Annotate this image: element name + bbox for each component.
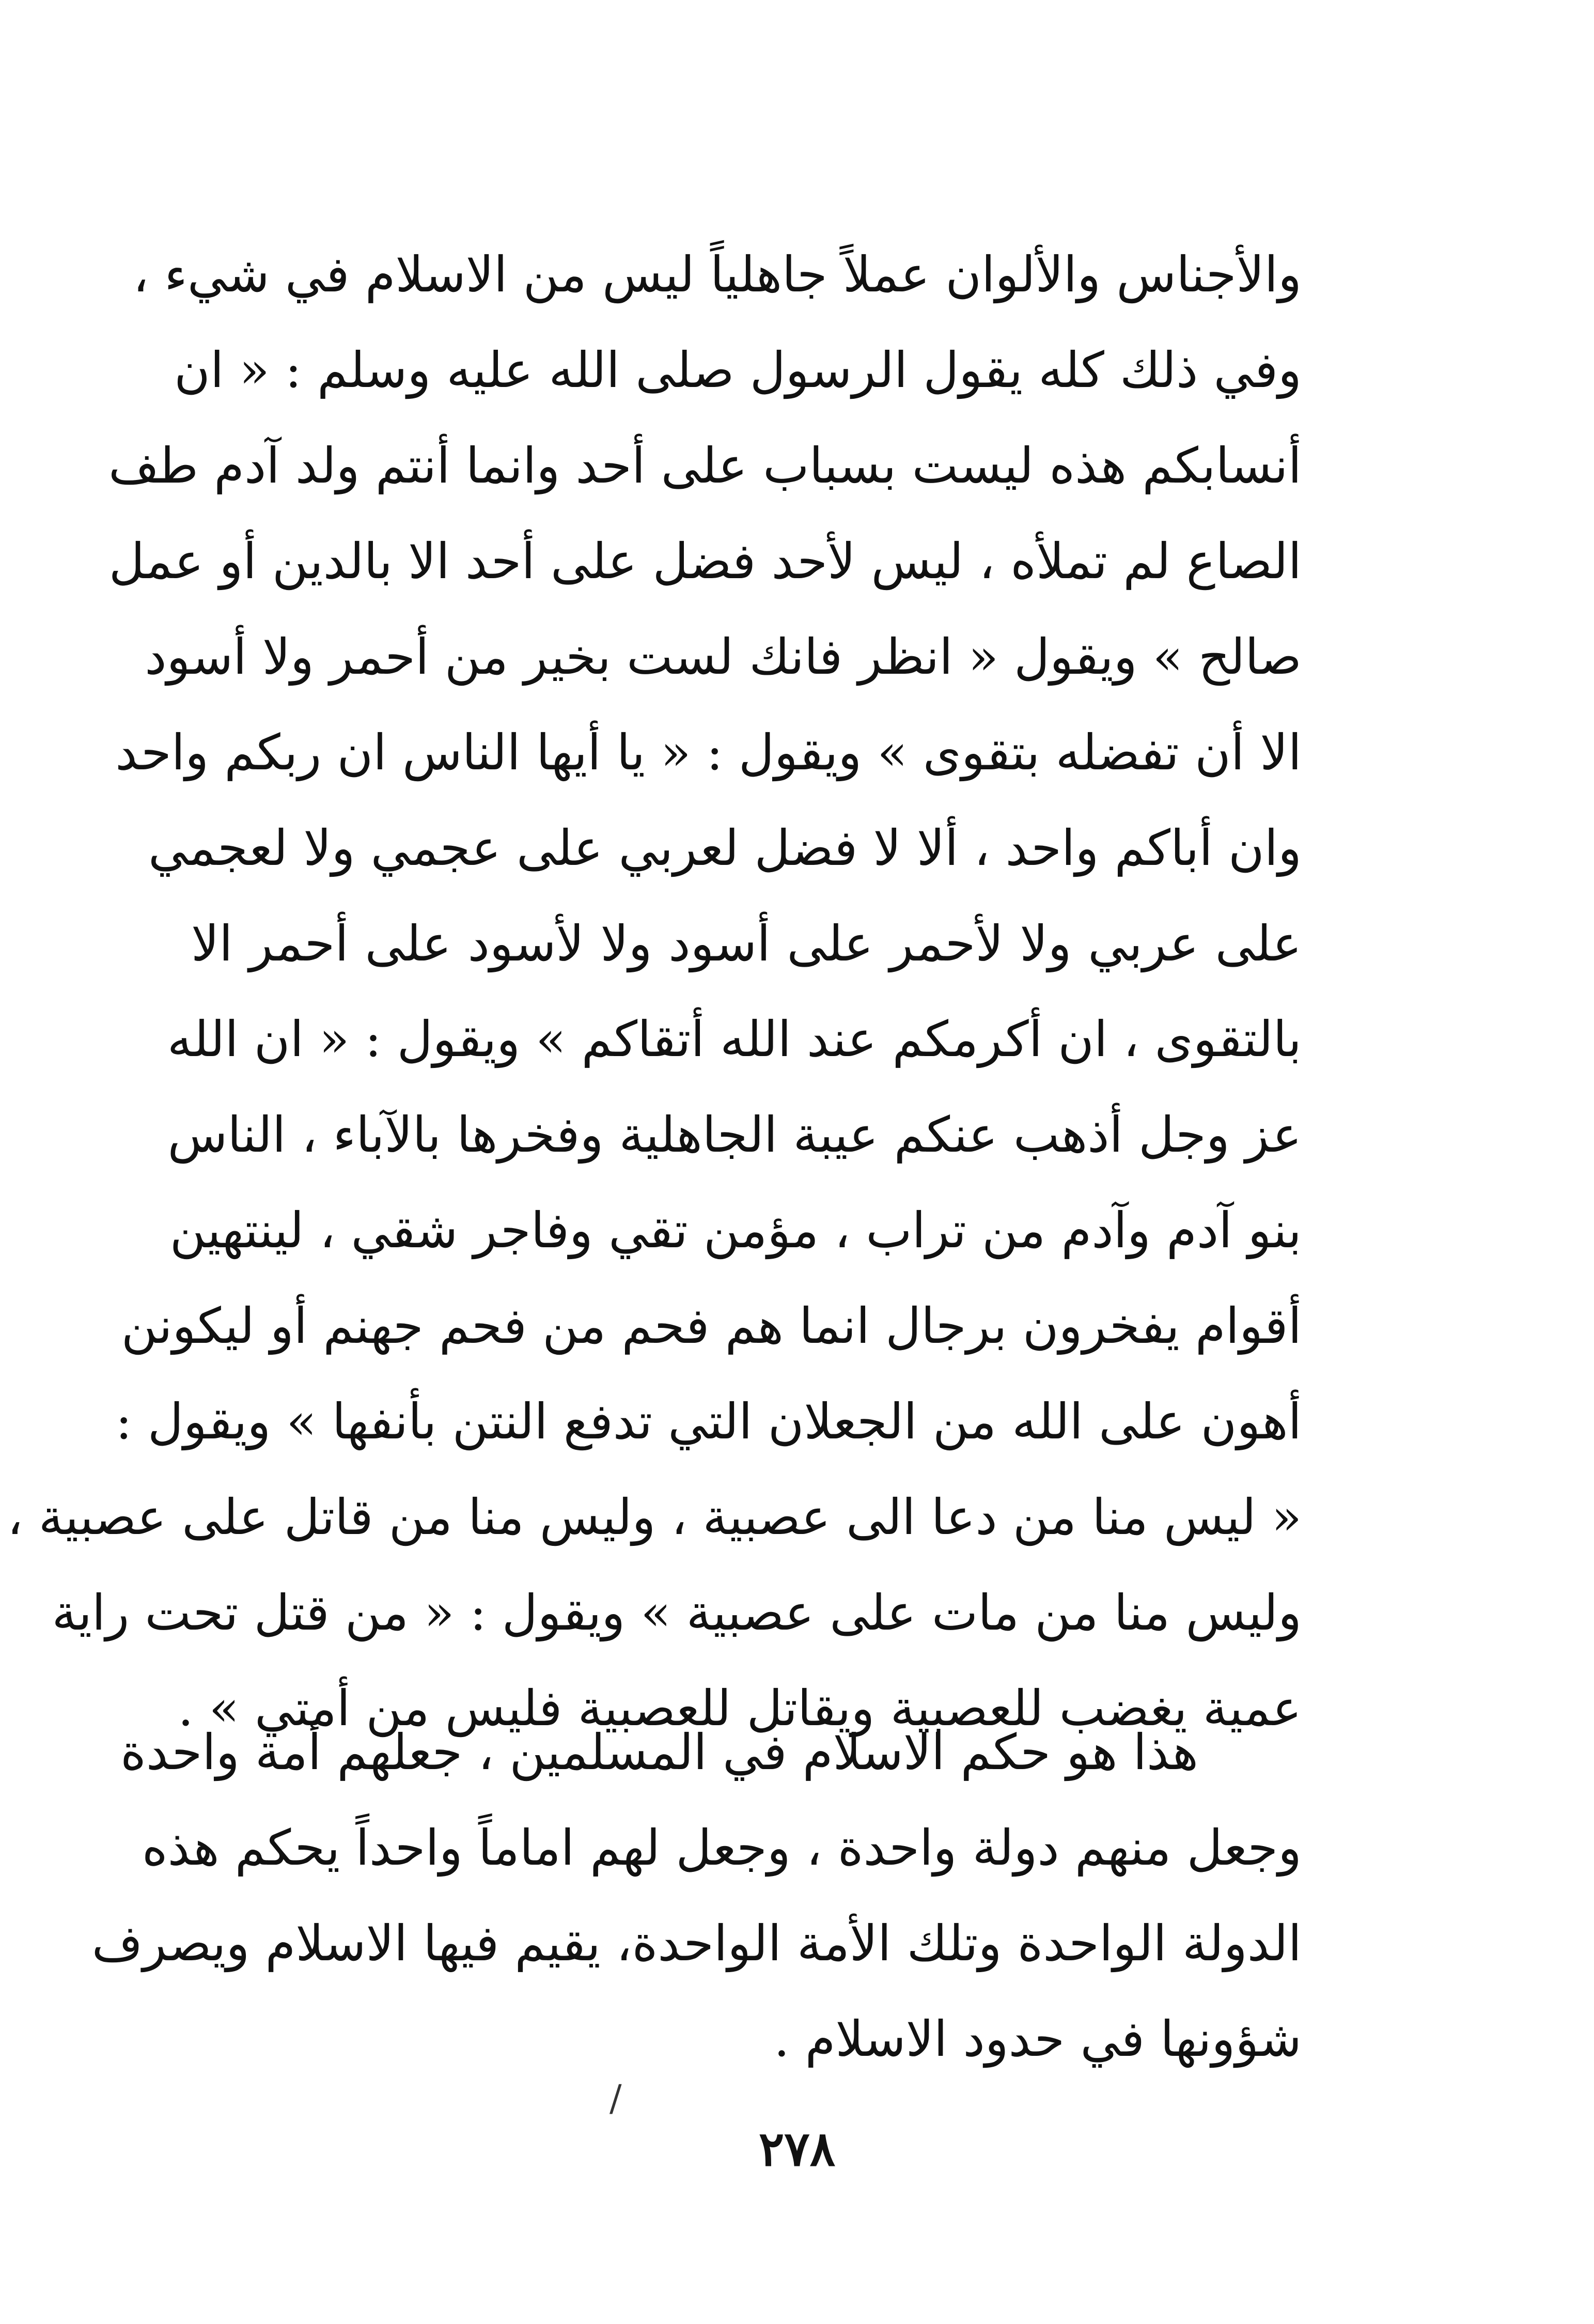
text-line: « ليس منا من دعا الى عصبية ، وليس منا من قاتل على عصبية ، [7, 1489, 1302, 1546]
text-line: الا أن تفضله بتقوى » ويقول : « يا أيها الناس ان ربكم واحد [115, 724, 1302, 781]
text-line: الصاع لم تملأه ، ليس لأحد فضل على أحد الا بالدين أو عمل [108, 533, 1302, 590]
text-line: أنسابكم هذه ليست بسباب على أحد وانما أنتم ولد آدم طف [108, 438, 1302, 494]
page-number: ٢٧٨ [758, 2121, 836, 2177]
paragraph-2 [91, 1705, 1302, 2087]
text-line: وفي ذلك كله يقول الرسول صلى الله عليه وسلم : « ان [174, 342, 1302, 399]
text-line: أقوام يفخرون برجال انما هم فحم من فحم جهنم أو ليكونن [121, 1298, 1302, 1355]
text-line: على عربي ولا لأحمر على أسود ولا لأسود على أحمر الا [191, 916, 1302, 972]
text-line: هذا هو حكم الاسلام في المسلمين ، جعلهم أمة واحدة [120, 1724, 1198, 1781]
text-line: بالتقوى ، ان أكرمكم عند الله أتقاكم » ويقول : « ان الله [167, 1011, 1302, 1068]
paragraph-1 [7, 227, 1302, 1757]
stray-mark: / [610, 2077, 622, 2119]
text-line: وليس منا من مات على عصبية » ويقول : « من قتل تحت راية [52, 1585, 1302, 1641]
text-line: شؤونها في حدود الاسلام . [774, 2011, 1302, 2068]
text-line: وجعل منهم دولة واحدة ، وجعل لهم اماماً واحداً يحكم هذه [142, 1820, 1302, 1877]
text-line: والأجناس والألوان عملاً جاهلياً ليس من الاسلام في شيء ، [133, 246, 1302, 303]
text-line: وان أباكم واحد ، ألا لا فضل لعربي على عجمي ولا لعجمي [148, 820, 1302, 877]
text-line: صالح » ويقول « انظر فانك لست بخير من أحمر ولا أسود [145, 629, 1302, 686]
text-line: عز وجل أذهب عنكم عيبة الجاهلية وفخرها بالآباء ، الناس [167, 1107, 1302, 1164]
text-line: عمية يغضب للعصبية ويقاتل للعصبية فليس من أمتي » . [178, 1680, 1302, 1737]
text-line: بنو آدم وآدم من تراب ، مؤمن تقي وفاجر شقي ، لينتهين [169, 1202, 1302, 1259]
text-line: أهون على الله من الجعلان التي تدفع النتن بأنفها » ويقول : [115, 1393, 1302, 1450]
text-line: الدولة الواحدة وتلك الأمة الواحدة، يقيم فيها الاسلام ويصرف [91, 1915, 1302, 1972]
